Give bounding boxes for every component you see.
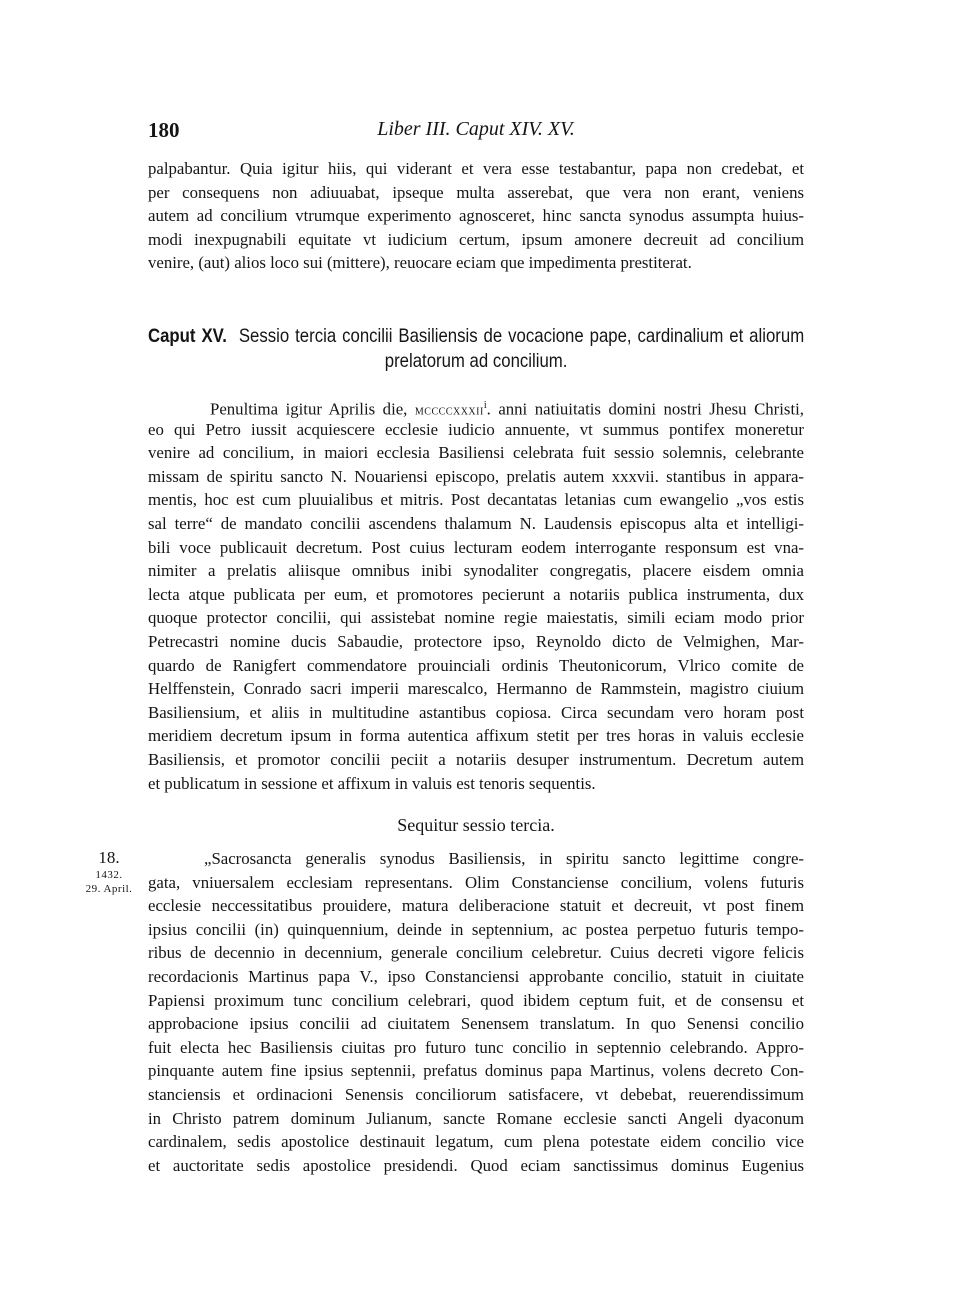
text-line: missam de spiritu sancto N. Nouariensi episcopo, prelatis autem xxxvii. stantibus in appara- [148, 466, 804, 486]
chapter-heading-line1 [148, 324, 804, 349]
text-line: meridiem decretum ipsum in forma autentica affixum stetit per tres horas in valuis ecclesie [148, 726, 804, 746]
text-line: palpabantur. Quia igitur hiis, qui viderant et vera esse testabantur, papa non credebat, et [148, 159, 804, 178]
text-line: autem ad concilium vtrumque experimento agnosceret, hinc sancta synodus assumpta huius- [148, 206, 804, 226]
text-line: et publicatum in sessione et affixum in valuis est tenoris sequentis. [148, 773, 596, 793]
text-line: recordacionis Martinus papa V., ipso Constanciensi approbante concilio, statuit in ciuitate [148, 966, 804, 986]
text-line: et auctoritate sedis apostolice presidendi. Quod eciam sanctissimus dominus Eugenius [148, 1155, 804, 1175]
text-line: stanciensis et ordinacioni Senensis conciliorum satisfacere, vt debebat, reuerendissimum [148, 1084, 804, 1104]
chapter-title-text: Sessio tercia concilii Basiliensis de vocacione pape, cardinalium et aliorum [238, 325, 805, 347]
chapter-heading [148, 324, 805, 374]
text-line: Petrecastri nomine ducis Sabaudie, protectore ipso, Reynoldo dicto de Velmighen, Mar- [148, 631, 804, 651]
text-fragment: Penultima igitur Aprilis die, [210, 399, 415, 419]
text-line: cardinalem, sedis apostolice destinauit legatum, cum plena potestate eidem concilio vice [148, 1132, 804, 1152]
text-line: Basiliensis, et promotor concilii peciit a notariis desuper instrumentum. Decretum autem [148, 749, 804, 769]
paragraph-continuation [148, 157, 804, 275]
page-number: 180 [148, 118, 180, 142]
text-line: gata, vniuersalem ecclesiam representans. Olim Constanciense concilium, volens futuris [148, 872, 804, 892]
text-line: quoque protector concilii, qui assistebat nomine regie maiestatis, simili eciam modo prior [148, 608, 804, 628]
chapter-label: Caput XV. [148, 325, 227, 347]
text-line: „Sacrosancta generalis synodus Basiliensis, in spiritu sancto legittime congre- [204, 849, 804, 868]
text-line: venire, (aut) alios loco sui (mittere), reuocare eciam que impedimenta prestiterat. [148, 253, 692, 273]
text-line: sal terre“ de mandato concilii ascendens thalamum N. Laudensis episcopus alta et intelligi- [148, 513, 804, 533]
running-head: Liber III. Caput XIV. XV. [377, 118, 575, 140]
text-line: ribus de decennio in decennium, generale concilium celebretur. Cuius decreti vigore felicis [148, 943, 804, 963]
text-line: eo qui Petro iussit acquiescere ecclesie iudicio annuente, vt summus pontifex moneretur [148, 419, 804, 439]
paragraph-decree [148, 847, 804, 1177]
text-line: modi inexpugnabili equitate vt iudicium certum, ipsum amonere decreuit ad concilium [148, 229, 804, 249]
text-line: venire ad concilium, in maiori ecclesia Basiliensi celebrata fuit sessio solemnis, celebrante [148, 443, 804, 463]
text-fragment: . anni natiuitatis domini nostri Jhesu Christi, [486, 399, 804, 419]
text-line: in Christo patrem dominum Julianum, sancte Romane ecclesie sancti Angeli dyaconum [148, 1108, 804, 1128]
date-numeral: mccccxxxii [414, 403, 484, 419]
page-header [148, 118, 804, 148]
text-line: Helffenstein, Conrado sacri imperii marescalco, Hermanno de Rammstein, magistro ciuium [148, 679, 804, 699]
margin-note-date: 29. April. [85, 883, 133, 895]
text-line: nimiter a prelatis aliisque omnibus inibi synodaliter congregatis, placere eisdem omnia [148, 561, 804, 581]
text-line: bili voce publicauit decretum. Post cuius lecturam eodem interrogante responsum est vna- [148, 537, 804, 557]
text-line: ipsius concilii (in) quinquennium, deinde in septennium, ac postea perpetuo futuris tempo- [148, 919, 804, 939]
text-line: approbacione ipsius concilii ad ciuitatem Senensem translatum. In quo Senensi concilio [148, 1014, 804, 1034]
margin-note [78, 848, 140, 896]
text-line: mentis, hoc est cum pluuialibus et mitris. Post decantatas letanias cum ewangelio „vos estis [148, 490, 804, 510]
chapter-heading-line2: prelatorum ad concilium. [384, 350, 568, 372]
text-line: ecclesie neccessitatibus prouidere, matura deliberacione statuit et decreuit, vt post finem [148, 896, 804, 916]
text-line: per consequens non adiuuabat, ipseque multa asserebat, que vera non erant, veniens [148, 182, 804, 202]
text-line: pinquante autem fine ipsius septennii, prefatus dominus papa Martinus, volens decreto Con- [148, 1061, 804, 1081]
margin-note-number: 18. [98, 848, 120, 867]
margin-note-year: 1432. [95, 869, 123, 881]
text-line-first [148, 394, 804, 418]
section-subheading: Sequitur sessio tercia. [397, 815, 555, 835]
footnote-marker: i [483, 400, 487, 411]
text-line: Papiensi proximum tunc concilium celebrari, quod ibidem ceptum fuit, et de consensu et [148, 990, 804, 1010]
paragraph-session-account [148, 394, 804, 795]
text-line: quardo de Ranigfert commendatore prouinciali ordinis Theutonicorum, Vlrico comite de [148, 655, 804, 675]
text-line: lecta atque publicata per eum, et promotores pecierunt a notariis publica instrumenta, dux [148, 584, 804, 604]
text-line: fuit electa hec Basiliensis ciuitas pro futuro tunc concilio in septennio celebrando. Appro- [148, 1037, 804, 1057]
text-line: Basiliensium, et aliis in multitudine astantibus copiosa. Circa secundam vero horam post [148, 702, 804, 722]
